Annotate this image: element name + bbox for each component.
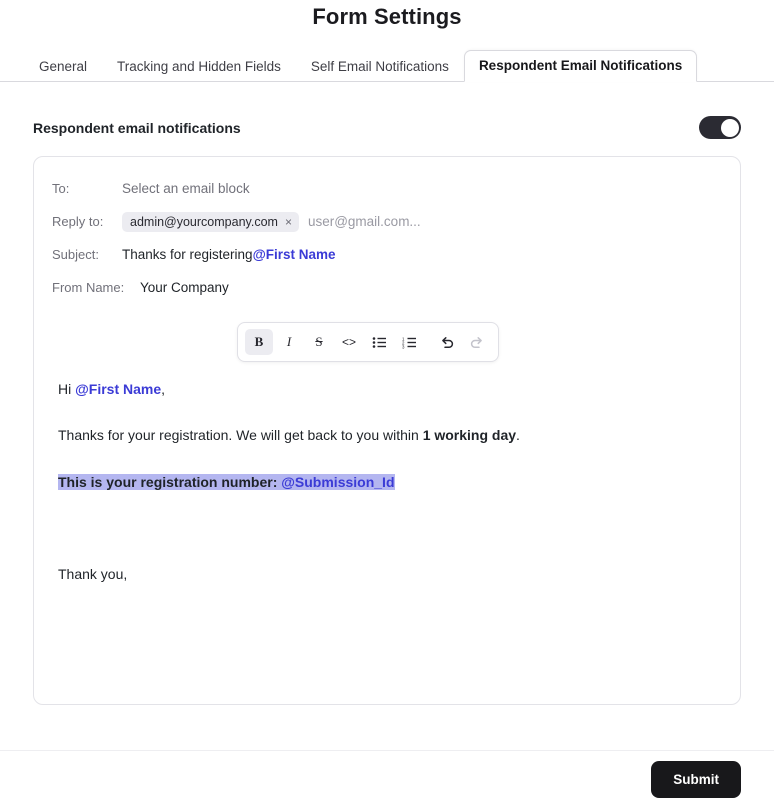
thanks-text-part1: Thanks for your registration. We will get back to you within	[58, 427, 423, 444]
reply-to-input[interactable]: user@gmail.com...	[307, 214, 421, 229]
reply-to-field-row[interactable]	[34, 205, 740, 238]
subject-mention-first-name[interactable]: @First Name	[252, 247, 336, 262]
switch-knob	[721, 119, 739, 137]
from-name-field-row[interactable]	[34, 271, 740, 304]
bold-label: B	[254, 334, 264, 349]
tab-self-email-notifications[interactable]: Self Email Notifications	[310, 58, 449, 74]
footer-bar	[0, 750, 774, 808]
submit-button[interactable]: Submit	[651, 761, 741, 798]
respondent-notifications-label: Respondent email notifications	[33, 119, 241, 136]
tab-bar	[0, 48, 774, 82]
bullet-list-icon[interactable]	[365, 329, 393, 355]
greeting-suffix: ,	[161, 381, 166, 397]
svg-text:3: 3	[401, 344, 404, 349]
bold-icon[interactable]	[245, 329, 273, 355]
to-field-row[interactable]	[34, 172, 740, 205]
body-registration-number-line[interactable]	[58, 472, 716, 492]
italic-icon[interactable]	[275, 329, 303, 355]
email-body[interactable]	[34, 379, 740, 610]
reply-to-label: Reply to:	[52, 214, 104, 229]
reply-to-email-chip[interactable]	[122, 212, 299, 232]
from-name-value[interactable]: Your Company	[140, 280, 229, 295]
respondent-notifications-toggle-row	[33, 116, 741, 139]
subject-value[interactable]: Thanks for registering	[122, 247, 253, 262]
registration-number-mention-submission-id[interactable]: @Submission_Id	[281, 473, 395, 490]
close-icon[interactable]: ×	[284, 214, 292, 229]
italic-label: I	[286, 334, 292, 349]
email-editor-card	[33, 156, 741, 705]
respondent-notifications-switch[interactable]	[699, 116, 741, 139]
body-empty-line	[58, 518, 716, 564]
subject-field-row[interactable]	[34, 238, 740, 271]
greeting-prefix: Hi	[58, 381, 76, 397]
to-label: To:	[52, 181, 70, 196]
thanks-bold-working-day: 1 working day	[422, 427, 517, 444]
strikethrough-icon[interactable]	[305, 329, 333, 355]
tab-general[interactable]: General	[39, 58, 88, 74]
from-name-label: From Name:	[52, 280, 125, 295]
page-title: Form Settings	[312, 4, 462, 29]
body-thanks-line[interactable]	[58, 425, 716, 445]
body-greeting[interactable]	[58, 379, 716, 399]
to-select-email-block[interactable]: Select an email block	[122, 181, 250, 196]
code-icon[interactable]	[335, 329, 363, 355]
undo-icon[interactable]	[433, 329, 461, 355]
numbered-list-icon[interactable]	[395, 329, 423, 355]
redo-icon[interactable]	[463, 329, 491, 355]
strikethrough-label: S	[315, 334, 323, 349]
svg-text:2: 2	[401, 340, 404, 345]
reply-to-chip-label: admin@yourcompany.com	[130, 214, 278, 229]
greeting-mention-first-name[interactable]: @First Name	[75, 381, 162, 397]
tab-tracking-and-hidden-fields[interactable]: Tracking and Hidden Fields	[117, 58, 281, 74]
formatting-toolbar	[237, 322, 499, 362]
code-label: <>	[341, 335, 356, 349]
registration-number-text: This is your registration number:	[58, 473, 282, 490]
thanks-text-part2: .	[516, 427, 520, 444]
svg-text:1: 1	[401, 335, 404, 341]
tab-respondent-email-notifications[interactable]: Respondent Email Notifications	[464, 50, 697, 82]
subject-label: Subject:	[52, 247, 99, 262]
body-signoff[interactable]: Thank you,	[58, 565, 128, 582]
